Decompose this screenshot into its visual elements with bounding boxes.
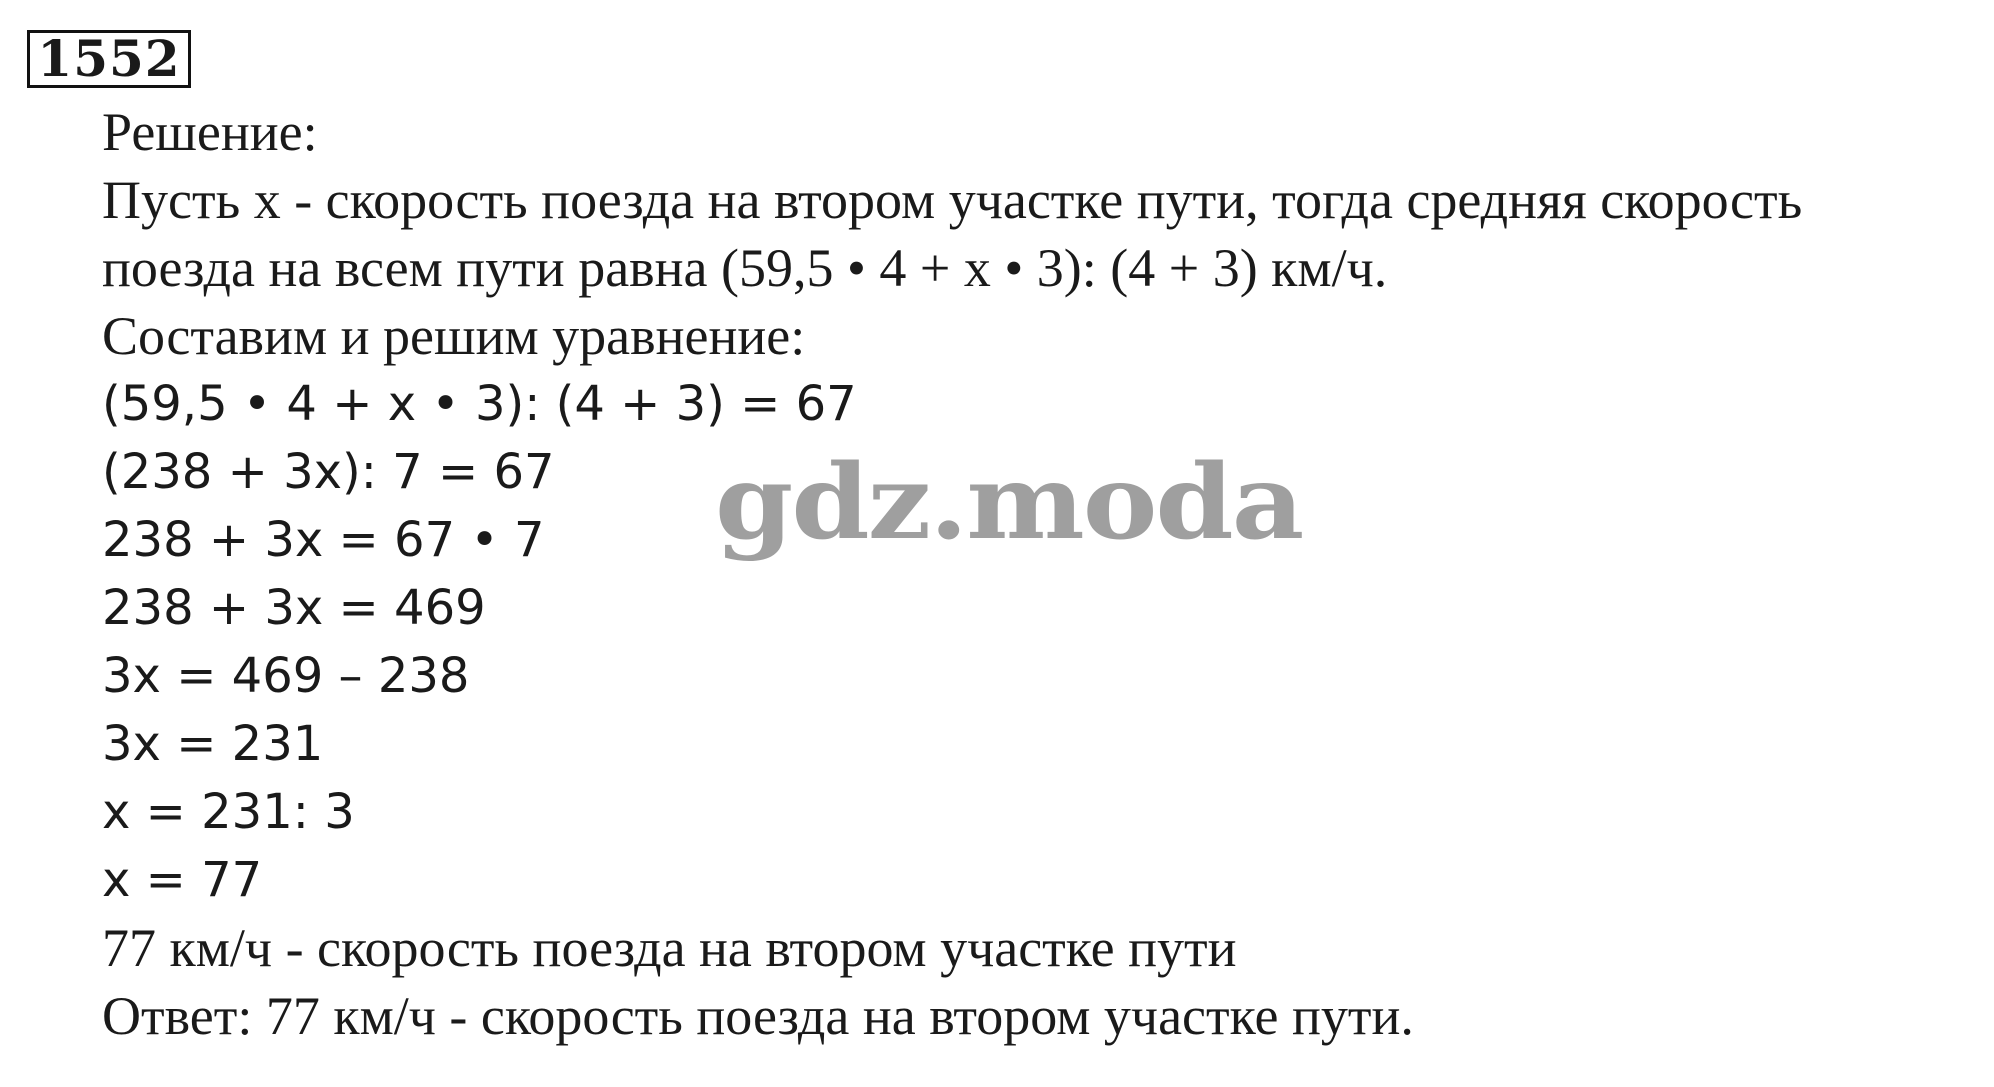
result-line: 77 км/ч - скорость поезда на втором участке пути bbox=[102, 918, 1237, 978]
equation-step: (59,5 • 4 + x • 3): (4 + 3) = 67 bbox=[102, 376, 857, 432]
solution-text bbox=[102, 98, 1982, 1050]
equation-step: 3x = 231 bbox=[102, 716, 324, 772]
watermark: gdz.moda bbox=[715, 442, 1303, 563]
answer-line: Ответ: 77 км/ч - скорость поезда на втором участке пути. bbox=[102, 986, 1414, 1046]
equation-step: 238 + 3x = 469 bbox=[102, 580, 486, 636]
equation-step: x = 231: 3 bbox=[102, 784, 355, 840]
equation-step: 3x = 469 – 238 bbox=[102, 648, 470, 704]
compose-equation-line: Составим и решим уравнение: bbox=[102, 306, 806, 366]
equation-step: (238 + 3x): 7 = 67 bbox=[102, 444, 555, 500]
intro-line-2: поезда на всем пути равна (59,5 • 4 + x • 3): (4 + 3) км/ч. bbox=[102, 238, 1388, 298]
intro-line-1: Пусть x - скорость поезда на втором участке пути, тогда средняя скорость bbox=[102, 170, 1803, 230]
equation-step: 238 + 3x = 67 • 7 bbox=[102, 512, 545, 568]
solution-heading: Решение: bbox=[102, 102, 318, 162]
equation-step: x = 77 bbox=[102, 852, 263, 908]
problem-number: 1552 bbox=[27, 30, 191, 88]
